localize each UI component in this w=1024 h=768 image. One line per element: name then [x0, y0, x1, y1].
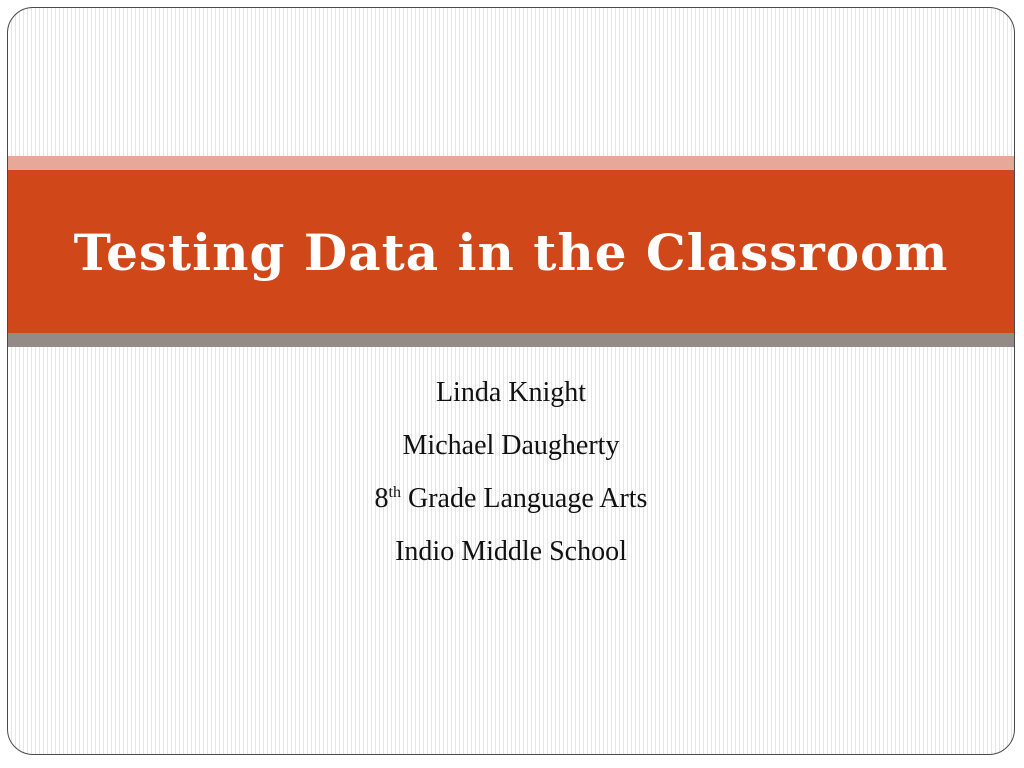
- author-name-1: Linda Knight: [435, 377, 587, 408]
- grade-subject: [8, 472, 1014, 525]
- subtitle-block: [8, 366, 1014, 578]
- school-name: Indio Middle School: [395, 536, 627, 567]
- title-band-bottom-stripe: [8, 333, 1014, 347]
- grade-subject-text: Grade Language Arts: [400, 483, 648, 514]
- author-name-2: Michael Daugherty: [402, 430, 620, 461]
- slide-canvas: [7, 7, 1015, 755]
- grade-number: 8: [374, 483, 389, 514]
- title-band: [8, 170, 1014, 333]
- title-band-top-stripe: [8, 156, 1014, 170]
- slide-title: Testing Data in the Classroom: [73, 223, 949, 282]
- grade-ordinal-suffix: th: [388, 484, 401, 501]
